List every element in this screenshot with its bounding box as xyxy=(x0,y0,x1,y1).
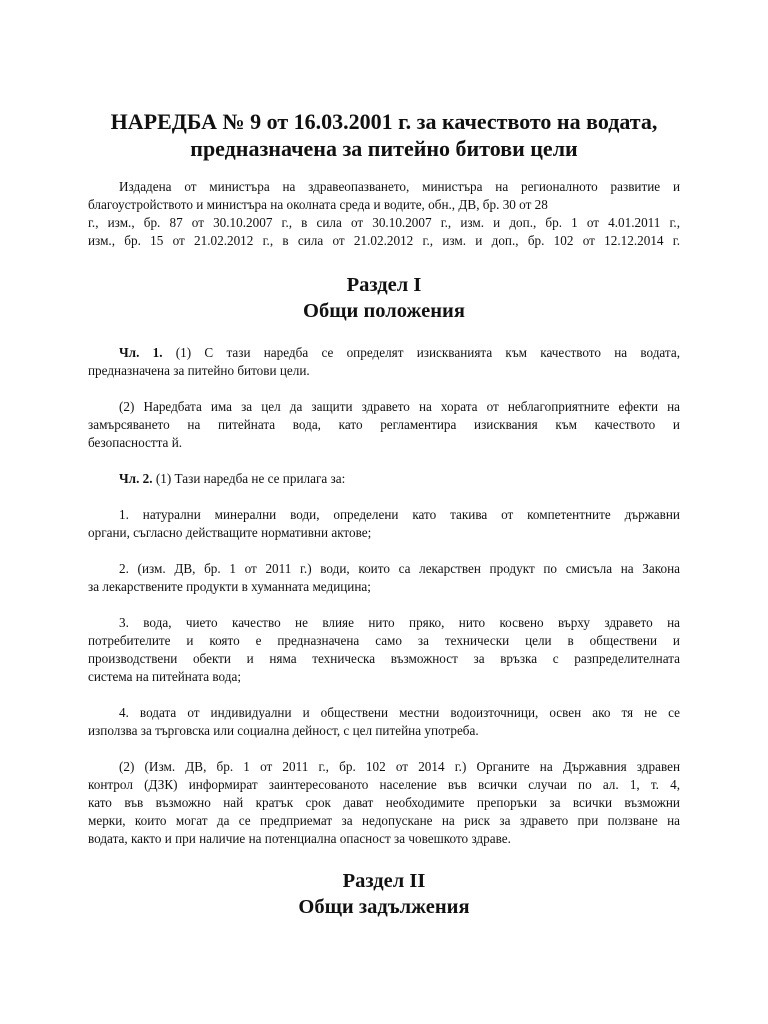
paragraph-line xyxy=(88,344,680,362)
article-1-paragraph-2 xyxy=(88,398,680,452)
article-2-label: Чл. 2. xyxy=(119,471,153,486)
paragraph-line: 3. вода, чието качество не влияе нито пряко, нито косвено върху здравето на xyxy=(119,615,680,630)
paragraph-line: предназначена за питейно битови цели. xyxy=(88,363,310,378)
article-2-item-3 xyxy=(88,614,680,686)
intro-line: Издадена от министъра на здравеопазването, министъра на регионалното развитие и xyxy=(119,179,680,194)
section-2-title: Общи задължения xyxy=(298,896,470,918)
paragraph-line: мерки, които могат да се предприемат за недопускане на риск за здравето при ползване на xyxy=(88,813,680,828)
paragraph-line: (2) Наредбата има за цел да защити здравето на хората от неблагоприятните ефекти на xyxy=(119,399,680,414)
title-line-2: предназначена за питейно битови цели xyxy=(190,136,578,161)
article-2-item-1 xyxy=(88,506,680,542)
article-1-label: Чл. 1. xyxy=(119,345,163,360)
section-1-title: Общи положения xyxy=(303,300,465,322)
paragraph-text: (1) Тази наредба не се прилага за: xyxy=(155,471,346,486)
paragraph-line: производствени обекти и няма техническа възможност за връзка с разпределителната xyxy=(88,651,680,666)
paragraph-line: потребителите и която е предназначена само за технически цели в обществени и xyxy=(88,633,680,648)
paragraph-text: (1) С тази наредба се определят изискванията към качеството на водата, xyxy=(175,345,681,360)
document-title xyxy=(88,108,680,162)
publication-info xyxy=(88,178,680,250)
paragraph-line: система на питейната вода; xyxy=(88,669,242,684)
paragraph-line: 1. натурални минерални води, определени като такива от компетентните държавни xyxy=(119,507,680,522)
paragraph-line: (2) (Изм. ДВ, бр. 1 от 2011 г., бр. 102 от 2014 г.) Органите на Държавния здравен xyxy=(119,759,680,774)
section-2-heading xyxy=(88,868,680,920)
section-1-heading xyxy=(88,272,680,324)
document-content xyxy=(88,108,680,920)
paragraph-line xyxy=(88,470,680,488)
intro-line: благоустройството и министъра на околната среда и водите, обн., ДВ, бр. 30 от 28 xyxy=(88,197,548,212)
intro-line: г., изм., бр. 87 от 30.10.2007 г., в сила от 30.10.2007 г., изм. и доп., бр. 1 от 4.01.2011 г., xyxy=(88,215,680,230)
title-line-1: НАРЕДБА № 9 от 16.03.2001 г. за качеството на водата, xyxy=(110,109,658,134)
article-2-intro xyxy=(88,470,680,488)
article-1-paragraph-1 xyxy=(88,344,680,380)
section-2-number: Раздел II xyxy=(342,870,426,892)
paragraph-line: 4. водата от индивидуални и обществени местни водоизточници, освен ако тя не се xyxy=(119,705,680,720)
article-2-paragraph-2 xyxy=(88,758,680,848)
article-2-item-2 xyxy=(88,560,680,596)
paragraph-line: водата, както и при наличие на потенциална опасност за човешкото здраве. xyxy=(88,831,511,846)
paragraph-line: 2. (изм. ДВ, бр. 1 от 2011 г.) води, които са лекарствен продукт по смисъла на Закона xyxy=(119,561,680,576)
paragraph-line: за лекарствените продукти в хуманната медицина; xyxy=(88,579,371,594)
paragraph-line: като във възможно най кратък срок дават необходимите препоръки за всички възможни xyxy=(88,795,680,810)
paragraph-line: безопасността й. xyxy=(88,435,183,450)
paragraph-line: замърсяването на питейната вода, като регламентира изисквания към качеството и xyxy=(88,417,680,432)
paragraph-line: органи, съгласно действащите нормативни актове; xyxy=(88,525,372,540)
paragraph-line: използва за търговска или социална дейност, с цел питейна употреба. xyxy=(88,723,479,738)
article-2-item-4 xyxy=(88,704,680,740)
section-1-number: Раздел I xyxy=(346,274,422,296)
intro-line: изм., бр. 15 от 21.02.2012 г., в сила от 21.02.2012 г., изм. и доп., бр. 102 от 12.12.2014 г. xyxy=(88,233,680,248)
paragraph-line: контрол (ДЗК) информират заинтересованото население във всички случаи по ал. 1, т. 4, xyxy=(88,777,680,792)
